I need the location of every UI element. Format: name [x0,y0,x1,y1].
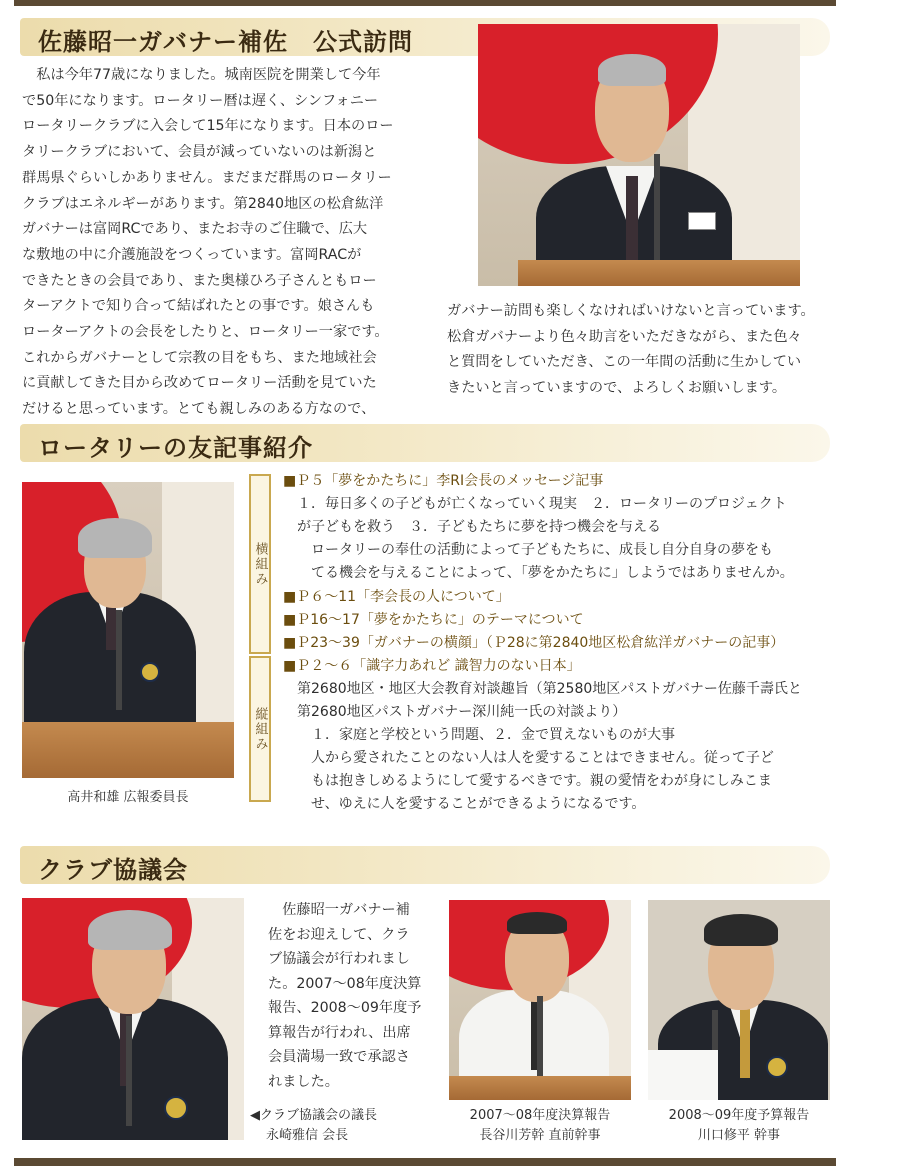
text-line: で50年になります。ロータリー暦は遅く、シンフォニー [22,92,379,109]
article-item: ■Ｐ16～17「夢をかたちに」のテーマについて [283,612,584,628]
article-subtext: 第2680地区パストガバナー深川純一氏の対談より） [297,704,627,720]
text-line: ロータリークラブに入会して15年になります。日本のロー [22,118,394,135]
settlement-report-photo [449,900,631,1100]
club-chairman-photo [22,898,244,1140]
text-line: ローターアクトの会長をしたりと、ロータリー一家です。 [22,324,389,341]
article-subtext: １．家庭と学校という問題、２．金で買えないものが大事 [297,727,675,743]
text-line: ブ協議会が行われまし [268,951,410,967]
governor-visit-left-text [22,63,422,423]
budget-caption-line2: 川口修平 幹事 [697,1128,781,1143]
text-line: な敷地の中に介護施設をつくっています。富岡RACが [22,246,362,263]
section-header-rotary-article [20,424,830,462]
club-assembly-text [268,898,438,1094]
text-line: ターアクトで知り合って結ばれたとの事です。娘さんも [22,298,375,315]
budget-report-photo [648,900,830,1100]
text-line: 会員満場一致で承認さ [268,1049,410,1065]
text-line: 佐をお迎えして、クラ [268,926,410,943]
budget-caption-line1: 2008～09年度予算報告 [668,1108,810,1123]
text-line: れました。 [268,1073,339,1090]
text-line: た。2007～08年度決算 [268,975,422,992]
text-line: 松倉ガバナーより色々助言をいただきながら、また色々 [447,328,802,345]
text-line: クラブはエネルギーがあります。第2840地区の松倉紘洋 [22,195,384,212]
tab-horizontal-layout [249,474,271,654]
text-line: タリークラブにおいて、会員が減っていないのは新潟と [22,144,377,161]
tab-label: 横組み [252,541,268,587]
text-line: ガバナー訪問も楽しくなければいけないと言っています。 [447,303,815,319]
tab-vertical-layout [249,656,271,802]
text-line: 佐藤昭一ガバナー補 [282,902,410,918]
article-subtext: ロータリーの奉仕の活動によって子どもたちに、成長し自分自身の夢をも [297,542,773,558]
text-line: これからガバナーとして宗教の目をもち、また地域社会 [22,349,377,366]
text-line: 群馬県ぐらいしかありません。まだまだ群馬のロータリー [22,169,392,186]
article-item: ■Ｐ２～６「識字力あれど 識智力のない日本」 [283,658,581,674]
text-line: できたときの会員であり、また奥様ひろ子さんともロー [22,272,377,289]
section-title: ロータリーの友記事紹介 [38,434,313,462]
article-subtext: せ、ゆえに人を愛することができるようになるです。 [297,796,646,812]
article-subtext: もは抱きしめるようにして愛するべきです。親の愛情をわが身にしみこま [297,773,772,789]
article-subtext: 第2680地区・地区大会教育対談趣旨（第2580地区パストガバナー佐藤千壽氏と [297,681,802,697]
text-line: 算報告が行われ、出席 [268,1024,411,1041]
bottom-rule [14,1158,836,1166]
article-subtext: が子どもを救う ３．子どもたちに夢を持つ機会を与える [297,519,661,535]
governor-visit-right-text [447,299,847,402]
pr-chairman-photo [22,482,234,778]
article-subtext: １．毎日多くの子どもが亡くなっていく現実 ２．ロータリーのプロジェクト [283,496,787,512]
article-item: ■Ｐ６～11「李会長の人について」 [283,589,510,605]
text-line: 私は今年77歳になりました。城南医院を開業して今年 [36,67,381,83]
text-line: きたいと言っていますので、よろしくお願いします。 [447,380,787,397]
article-subtext: てる機会を与えることによって、「夢をかたちに」しようではありませんか。 [297,565,794,581]
chairman-caption-line1: ◀クラブ協議会の議長 [250,1108,377,1123]
tab-label: 縦組み [252,706,268,752]
text-line: 報告、2008～09年度予 [268,1000,422,1016]
text-line: に貢献してきた目から改めてロータリー活動を見ていた [22,375,377,392]
section-title: クラブ協議会 [38,856,188,884]
governor-assistant-photo [478,24,800,286]
article-subtext: 人から愛されたことのない人は人を愛することはできません。従って子ど [297,750,774,766]
top-rule [14,0,836,6]
chairman-caption-line2: 永崎雅信 会長 [266,1128,349,1143]
text-line: と質問をしていただき、この一年間の活動に生かしてい [447,354,802,371]
article-item: ■Ｐ23～39「ガバナーの横顔」（Ｐ28に第2840地区松倉紘洋ガバナーの記事） [283,635,785,651]
section-header-club-assembly [20,846,830,884]
settlement-caption-line1: 2007～08年度決算報告 [469,1108,611,1123]
section-title: 佐藤昭一ガバナー補佐 公式訪問 [38,28,413,56]
photo-caption: 高井和雄 広報委員長 [67,790,189,805]
settlement-caption-line2: 長谷川芳幹 直前幹事 [479,1128,601,1143]
article-item: ■Ｐ５「夢をかたちに」李RI会長のメッセージ記事 [283,473,604,489]
text-line: だけると思っています。とても親しみのある方なので、 [22,401,376,418]
text-line: ガバナーは富岡RCであり、またお寺のご住職で、広大 [22,221,368,238]
